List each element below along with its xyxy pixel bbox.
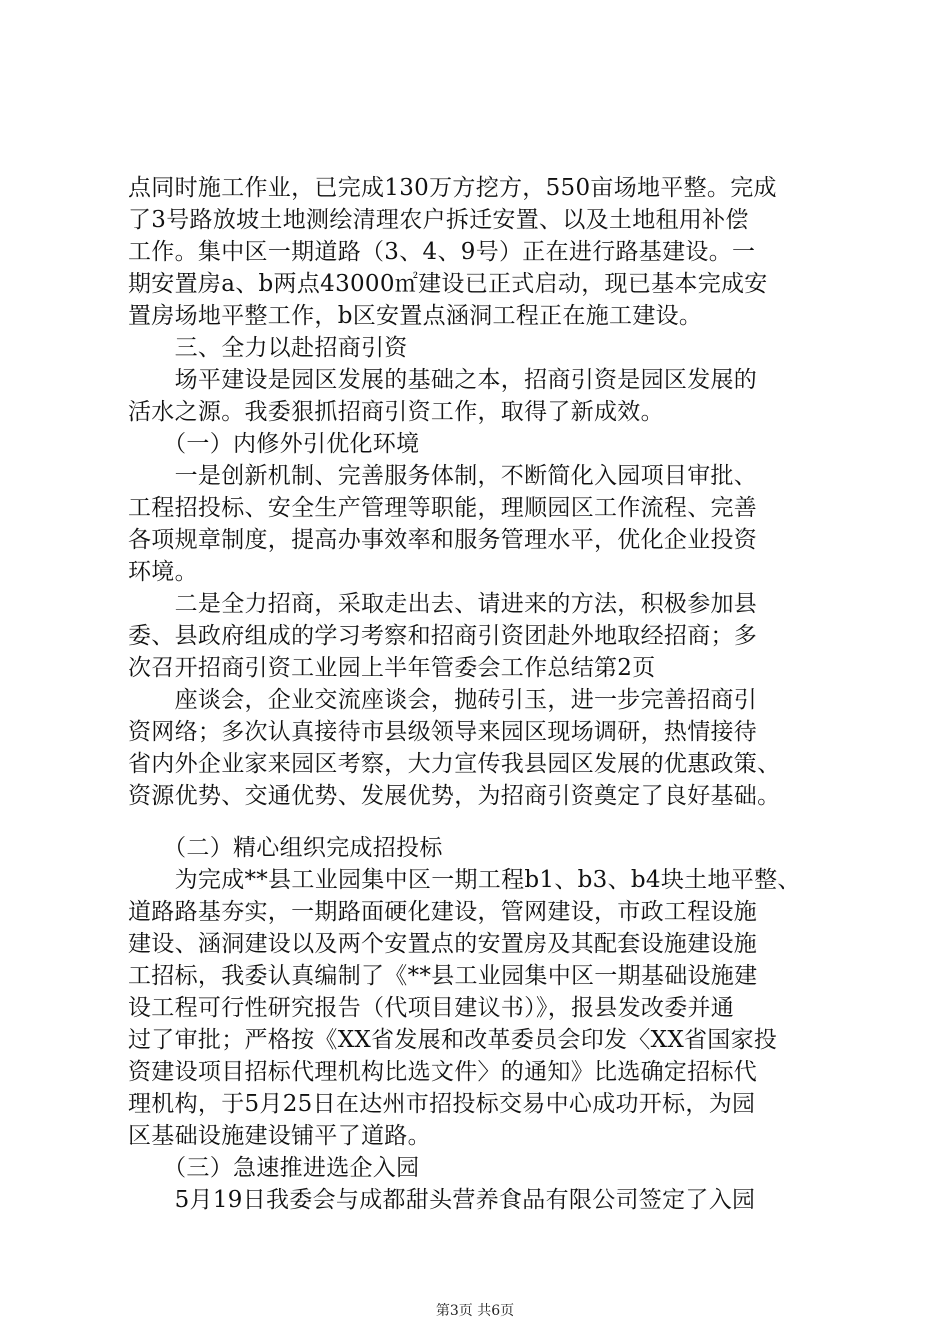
text-line: 点同时施工作业，已完成130万方挖方，550亩场地平整。完成 — [128, 175, 777, 201]
text-line: 各项规章制度，提高办事效率和服务管理水平，优化企业投资 — [128, 527, 758, 553]
text-line: 资网络；多次认真接待市县级领导来园区现场调研，热情接待 — [128, 719, 758, 745]
text-line: 活水之源。我委狠抓招商引资工作，取得了新成效。 — [128, 399, 664, 425]
text-line: 置房场地平整工作，b区安置点涵洞工程正在施工建设。 — [128, 303, 703, 329]
text-line: 二是全力招商，采取走出去、请进来的方法，积极参加县 — [128, 591, 758, 617]
text-line: 工作。集中区一期道路（3、4、9号）正在进行路基建设。一 — [128, 239, 756, 265]
text-line: 环境。 — [128, 559, 198, 585]
text-line: 设工程可行性研究报告（代项目建议书）》，报县发改委并通 — [128, 995, 735, 1021]
subsection-heading: （一）内修外引优化环境 — [128, 431, 420, 457]
text-line: 资源优势、交通优势、发展优势，为招商引资奠定了良好基础。 — [128, 783, 781, 809]
section-heading: 三、全力以赴招商引资 — [128, 335, 408, 361]
text-line: 座谈会，企业交流座谈会，抛砖引玉，进一步完善招商引 — [128, 687, 758, 713]
text-line: 次召开招商引资工业园上半年管委会工作总结第2页 — [128, 655, 656, 681]
text-line: 了3号路放坡土地测绘清理农户拆迁安置、以及土地租用补偿 — [128, 207, 749, 233]
document-body — [128, 172, 830, 1216]
text-line: 过了审批；严格按《XX省发展和改革委员会印发〈XX省国家投 — [128, 1027, 778, 1053]
subsection-heading: （三）急速推进选企入园 — [128, 1155, 420, 1181]
text-line: 区基础设施建设铺平了道路。 — [128, 1123, 431, 1149]
text-line: 建设、涵洞建设以及两个安置点的安置房及其配套设施建设施 — [128, 931, 758, 957]
text-line: 场平建设是园区发展的基础之本，招商引资是园区发展的 — [128, 367, 758, 393]
text-line: 委、县政府组成的学习考察和招商引资团赴外地取经招商；多 — [128, 623, 758, 649]
page-footer: 第3页 共6页 — [435, 1303, 515, 1319]
text-line: 一是创新机制、完善服务体制，不断简化入园项目审批、 — [128, 463, 758, 489]
text-line: 理机构，于5月25日在达州市招投标交易中心成功开标，为园 — [128, 1091, 756, 1117]
text-line: 资建设项目招标代理机构比选文件〉的通知》比选确定招标代 — [128, 1059, 758, 1085]
text-line: 5月19日我委会与成都甜头营养食品有限公司签定了入园 — [128, 1187, 756, 1213]
text-line: 为完成**县工业园集中区一期工程b1、b3、b4块土地平整、 — [128, 867, 801, 893]
paragraph-gap — [128, 812, 830, 832]
text-line: 工招标，我委认真编制了《**县工业园集中区一期基础设施建 — [128, 963, 758, 989]
text-line: 省内外企业家来园区考察，大力宣传我县园区发展的优惠政策、 — [128, 751, 781, 777]
subsection-heading: （二）精心组织完成招投标 — [128, 835, 443, 861]
text-line: 期安置房a、b两点43000㎡建设已正式启动，现已基本完成安 — [128, 271, 768, 297]
text-line: 道路路基夯实，一期路面硬化建设，管网建设，市政工程设施 — [128, 899, 758, 925]
text-line: 工程招投标、安全生产管理等职能，理顺园区工作流程、完善 — [128, 495, 758, 521]
